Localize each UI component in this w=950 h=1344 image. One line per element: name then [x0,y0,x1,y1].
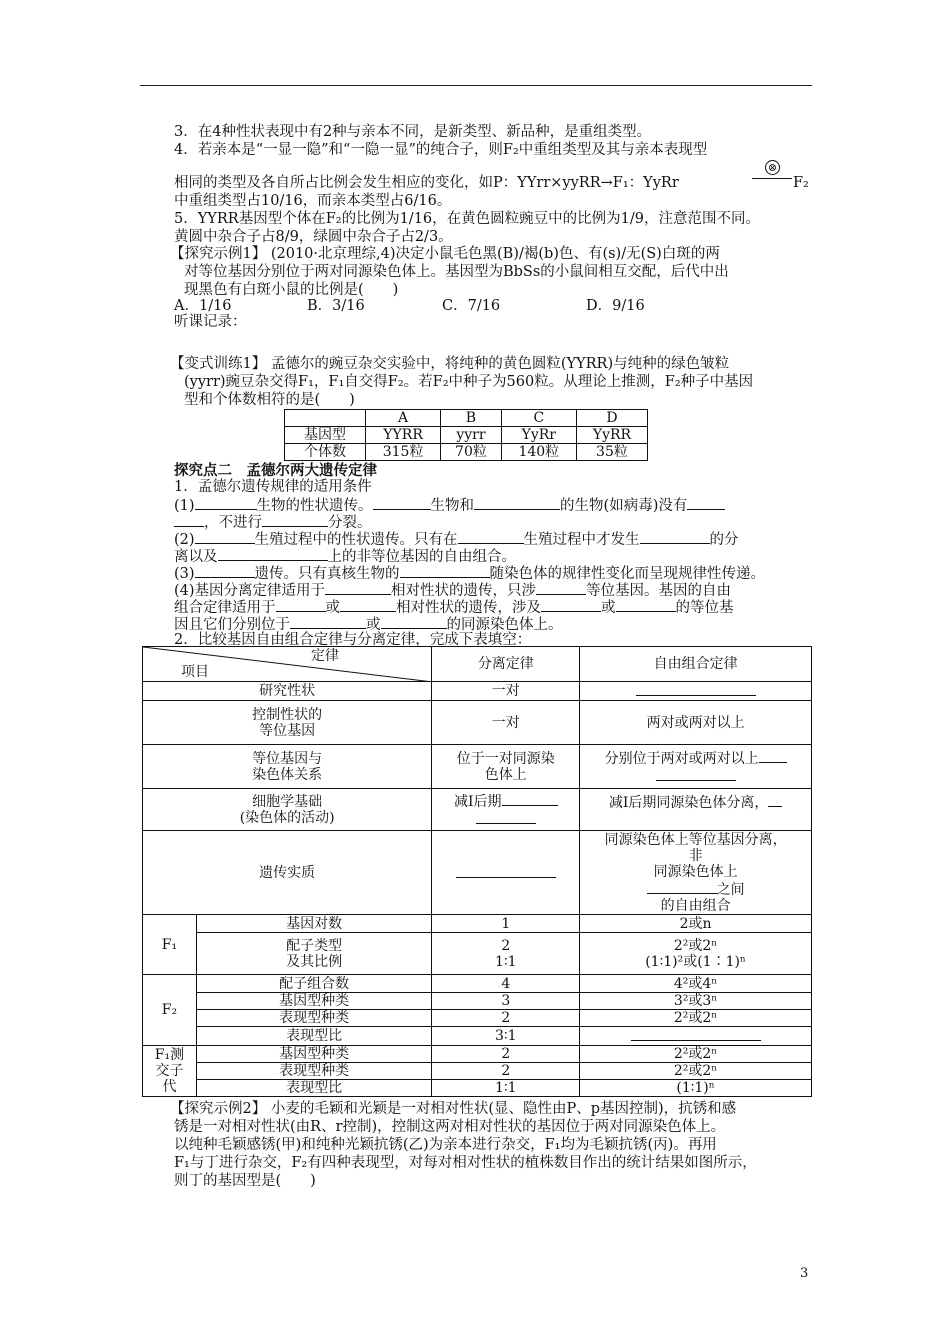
fill-blank[interactable] [340,598,396,612]
text-line: 型和个体数相符的是( ) [184,392,355,408]
fill-blank[interactable] [687,496,725,510]
fill-blank[interactable] [502,792,558,806]
fill-blank[interactable] [476,810,536,824]
table-cell: 3 [432,993,580,1010]
table-cell: 4 [432,975,580,993]
section-heading: 探究点二 孟德尔两大遗传定律 [174,462,377,479]
text-line: 现黑色有白斑小鼠的比例是( ) [184,282,399,298]
table-cell: 2²或2ⁿ [580,1046,812,1063]
text-line: 中重组类型占10/16，而亲本类型占6/16。 [174,193,452,209]
table-cell: B [441,410,502,427]
fill-blank[interactable] [456,864,556,878]
text-span: (2) [174,532,195,548]
text-line: 锈是一对相对性状(由R、r控制)，控制这两对相对性状的基因位于两对同源染色体上。 [174,1119,726,1135]
exercise-heading: 【变式训练1】 孟德尔的豌豆杂交实验中，将纯种的黄色圆粒(YYRR)与纯种的绿色皱粒 [170,356,730,372]
header-item: 项目 [181,664,209,680]
fill-blank[interactable] [195,564,255,578]
table-cell: 315粒 [366,444,441,461]
text-span: 分别位于两对或两对以上 [604,750,759,767]
fill-blank[interactable] [381,615,447,629]
text-span: F₁测 [154,1047,185,1063]
text-span: (染色体的活动) [239,809,335,826]
text-span: 之间 [716,881,745,898]
text-span: 交子 [155,1063,184,1079]
text-line: F₁与丁进行杂交，F₂有四种表现型，对每对相对性状的植株数目作出的统计结果如图所示， [174,1155,757,1171]
table-cell [580,1027,812,1046]
example-heading: 【探究示例2】 小麦的毛颖和光颖是一对相对性状(显、隐性由P、p基因控制)，抗锈和感 [170,1101,737,1117]
text-span: 或 [601,600,616,616]
f1-label: F₁ [143,915,197,975]
fill-blank[interactable] [218,547,328,561]
text-line: 相同的类型及各自所占比例会发生相应的变化，如P：YYrr×yyRR→F₁：YyRr [174,175,679,191]
text-line: 则丁的基因型是( ) [174,1173,316,1189]
table-cell [143,789,432,831]
fill-blank[interactable] [640,530,710,544]
text-line: 4．若亲本是“一显一隐”和“一隐一显”的纯合子，则F₂中重组类型及其与亲本表现型 [174,142,708,158]
text-line: 以纯种毛颖感锈(甲)和纯种光颖抗锈(乙)为亲本进行杂交，F₁均为毛颖抗锈(丙)。再用 [174,1137,717,1153]
table-cell [143,745,432,789]
text-span: (4)基因分离定律适用于 [174,583,326,599]
text-line: 5．YYRR基因型个体在F₂的比例为1/16，在黄色圆粒豌豆中的比例为1/9，注意范围不同。 [174,211,760,227]
table-cell [285,410,366,427]
table-cell: 3²或3ⁿ [580,993,812,1010]
fill-blank[interactable] [768,793,782,807]
text-span: 的等位基 [675,600,734,616]
text-line: (yyrr)豌豆杂交得F₁，F₁自交得F₂。若F₂中种子为560粒。从理论上推测，F₂种子中基因 [184,374,754,390]
table-cell [580,933,812,975]
text-span: 及其比例 [286,953,343,970]
text-span: 同源染色体上 [653,863,738,880]
text-span: 减Ⅰ后期 [454,793,502,810]
table-cell: 基因对数 [196,915,431,933]
text-span: 生物和 [430,498,475,514]
text-span: 或 [325,600,340,616]
header-law: 定律 [311,648,339,664]
table-cell: 2 [432,1010,580,1027]
table-cell: 3∶1 [432,1027,580,1046]
table-cell: 一对 [432,701,580,745]
table-cell [580,745,812,789]
header-rule [140,85,812,86]
table-cell: 两对或两对以上 [580,701,812,745]
text-line: 听课记录： [174,314,247,330]
option-c: C．7/16 [442,298,501,314]
fill-blank[interactable] [759,749,787,763]
table-cell: 1 [432,915,580,933]
table-cell: 表现型种类 [196,1063,431,1080]
table-cell: YyRr [501,427,576,444]
table-cell: 研究性状 [143,682,432,701]
table-cell [143,701,432,745]
fill-blank[interactable] [474,496,560,510]
table-cell [580,682,812,701]
table-cell [580,789,812,831]
table-cell: 表现型种类 [196,1010,431,1027]
comparison-table [142,646,812,1097]
option-d: D．9/16 [586,298,645,314]
text-span: 组合定律适用于 [174,600,276,616]
text-span: 2²或2ⁿ [673,937,718,954]
text-line: 对等位基因分别位于两对同源染色体上。基因型为BbSs的小鼠间相互交配，后代中出 [184,264,729,280]
table-cell: 个体数 [285,444,366,461]
text-span: 生殖过程中的性状遗传。只有在 [254,532,458,548]
text-line: F₂ [793,175,809,191]
text-line: 黄圆中杂合子占8/9，绿圆中杂合子占2/3。 [174,229,453,245]
fill-blank[interactable] [458,530,524,544]
text-span: 或 [366,617,381,633]
table-cell: yyrr [441,427,502,444]
diagonal-header-cell [143,647,432,682]
table-cell: 140粒 [501,444,576,461]
table-cell: 一对 [432,682,580,701]
text-span: ，不进行 [204,515,262,531]
table-cell [432,933,580,975]
table-cell [432,789,580,831]
table-cell: C [501,410,576,427]
table-cell: 70粒 [441,444,502,461]
page-number: 3 [800,1266,809,1281]
table-cell: 2 [432,1046,580,1063]
text-span: 非 [688,847,703,864]
table-cell: 4²或4ⁿ [580,975,812,993]
fill-blank[interactable] [373,496,431,510]
fill-blank[interactable] [536,581,586,595]
text-line: 3．在4种性状表现中有2种与亲本不同，是新类型、新品种，是重组类型。 [174,124,652,140]
table-cell: 2或n [580,915,812,933]
text-span: 细胞学基础 [252,793,323,810]
table-cell: 表现型比 [196,1080,431,1097]
table-cell: 基因型种类 [196,1046,431,1063]
table-cell: A [366,410,441,427]
fill-blank[interactable] [631,1027,761,1041]
text-line: 2．比较基因自由组合定律与分离定律，完成下表填空： [174,632,532,648]
fill-blank[interactable] [174,513,204,527]
table-cell [432,745,580,789]
fill-blank[interactable] [541,598,601,612]
table-cell: 表现型比 [196,1027,431,1046]
cross-symbol: ⊗ [765,160,780,175]
text-span: 的自由组合 [660,897,731,914]
fill-blank[interactable] [647,880,717,894]
header-independent-law: 自由组合定律 [580,647,812,682]
arrow-line [752,178,792,179]
table-cell: 2 [432,1063,580,1080]
text-span: 代 [162,1079,177,1095]
text-span: 生物的性状遗传。 [256,498,373,514]
table-cell [432,831,580,915]
text-span: 配子类型 [286,937,343,954]
text-span: 1∶1 [495,953,517,970]
fill-blank[interactable] [636,682,756,696]
text-span: 的分 [709,532,739,548]
text-span: 等位基因与 [252,750,323,767]
table-cell: 遗传实质 [143,831,432,915]
fill-blank[interactable] [195,496,257,510]
text-span: 相对性状的遗传，只涉 [391,583,537,599]
table-cell: 配子组合数 [196,975,431,993]
table-cell: 2²或2ⁿ [580,1010,812,1027]
text-span: (1) [174,498,195,514]
text-span: 色体上 [484,766,527,783]
fill-blank[interactable] [400,564,490,578]
example-heading: 【探究示例1】 (2010·北京理综,4)决定小鼠毛色黑(B)/褐(b)色、有(s)/无(S)白斑的两 [170,246,720,262]
text-span: (1∶1)²或(1∶1)ⁿ [645,953,746,970]
table-cell: (1∶1)ⁿ [580,1080,812,1097]
fill-blank[interactable] [276,598,326,612]
fill-blank[interactable] [616,598,676,612]
text-span: 等位基因 [259,722,316,739]
table-cell: 基因型种类 [196,993,431,1010]
text-span: 随染色体的规律性变化而呈现规律性传递。 [489,566,766,582]
option-b: B．3/16 [307,298,365,314]
fill-blank[interactable] [656,767,736,781]
text-span: 遗传。只有真核生物的 [254,566,400,582]
fill-blank[interactable] [195,530,255,544]
text-span: 位于一对同源染 [456,750,555,767]
text-span: 分裂。 [328,515,372,531]
genotype-table [284,409,648,461]
fill-blank[interactable] [290,615,366,629]
text-span: 生殖过程中才发生 [523,532,640,548]
testcross-label [143,1046,197,1097]
table-cell: 35粒 [576,444,647,461]
text-span: 相对性状的遗传，涉及 [396,600,541,616]
text-span: 的同源染色体上。 [446,617,563,633]
text-span: 因且它们分别位于 [174,617,290,633]
table-cell [196,933,431,975]
text-span: 等位基因。基因的自由 [586,583,732,599]
text-span: 控制性状的 [252,706,323,723]
text-span: 染色体关系 [252,766,323,783]
table-cell: D [576,410,647,427]
text-line: 1．孟德尔遗传规律的适用条件 [174,479,372,495]
text-span: 离以及 [174,549,218,565]
table-cell: 1∶1 [432,1080,580,1097]
table-cell: 基因型 [285,427,366,444]
text-span: 同源染色体上等位基因分离， [604,831,787,848]
header-separation-law: 分离定律 [432,647,580,682]
table-cell: YYRR [366,427,441,444]
text-span: 减Ⅰ后期同源染色体分离， [608,794,769,811]
text-span: (3) [174,566,195,582]
f2-label: F₂ [143,975,197,1046]
fill-blank[interactable] [262,513,328,527]
text-span: 2 [501,937,511,954]
table-cell [580,831,812,915]
table-cell: 2²或2ⁿ [580,1063,812,1080]
text-span: 上的非等位基因的自由组合。 [327,549,516,565]
table-cell: YyRR [576,427,647,444]
fill-blank[interactable] [325,581,391,595]
option-a: A．1/16 [174,298,232,314]
text-span: 的生物(如病毒)没有 [560,498,688,514]
